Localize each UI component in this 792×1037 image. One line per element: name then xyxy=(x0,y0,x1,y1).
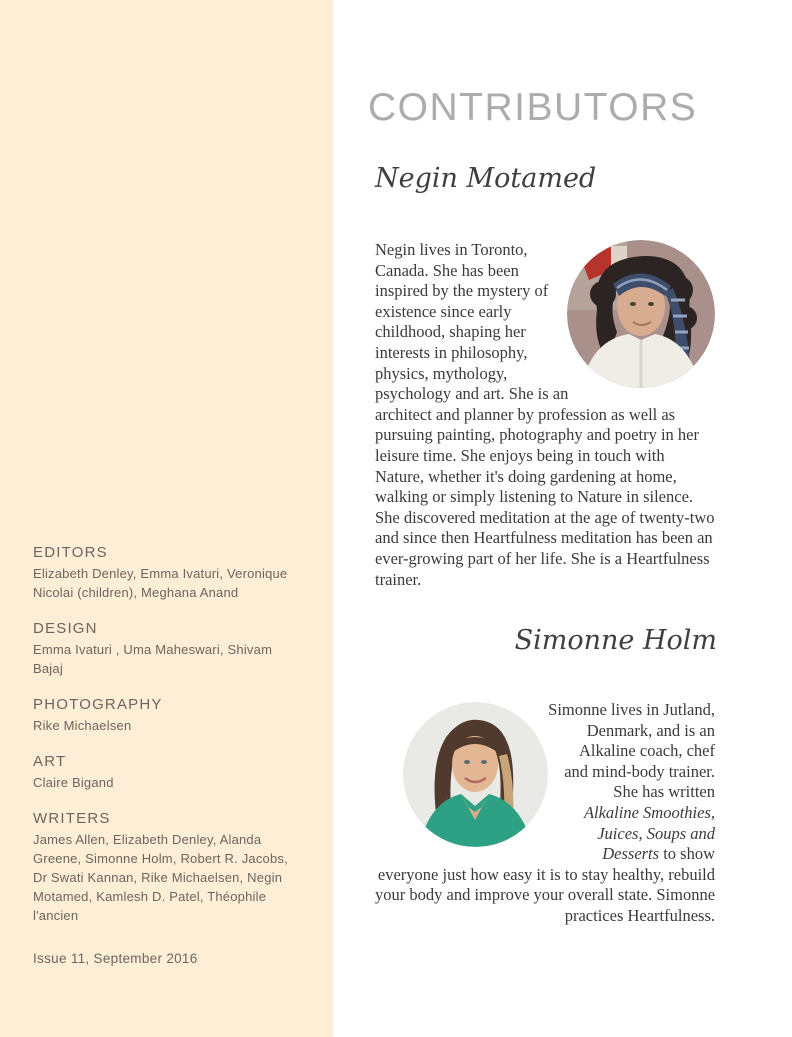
credits-heading-photography: PHOTOGRAPHY xyxy=(33,696,163,713)
credits-section-writers xyxy=(33,810,305,925)
bio-book-title: Alkaline Smoothies, Juices, Soups and Desserts xyxy=(583,802,715,864)
contributors-page xyxy=(368,0,717,1037)
contributor-name-negin: Negin Motamed xyxy=(375,163,597,194)
bio-text-simonne-before: Simonne lives in Jutland, Denmark, and is an Alkaline coach, chef and mind-body trainer. She has written xyxy=(548,700,715,802)
credits-names-writers: James Allen, Elizabeth Denley, Alanda Greene, Simonne Holm, Robert R. Jacobs, Dr Swati Kannan, Rike Michaelsen, Negin Motamed, Kamlesh D. Patel, Théophile l'ancien xyxy=(33,832,288,923)
negin-portrait-photo xyxy=(567,240,715,388)
bio-text-simonne-after: to show everyone just how easy it is to stay healthy, rebuild your body and improve your overall state. Simonne practices Heartfulness. xyxy=(375,844,716,925)
credits-section-art xyxy=(33,753,305,792)
credits-section-editors xyxy=(33,544,305,602)
credits-names-art: Claire Bigand xyxy=(33,775,114,790)
contributor-bio-negin xyxy=(375,240,715,590)
contributor-bio-simonne xyxy=(375,700,715,927)
credits-names-editors: Elizabeth Denley, Emma Ivaturi, Veronique Nicolai (children), Meghana Anand xyxy=(33,566,288,600)
credits-heading-writers: WRITERS xyxy=(33,810,111,827)
credits-names-design: Emma Ivaturi , Uma Maheswari, Shivam Bajaj xyxy=(33,642,273,676)
credits-section-photography xyxy=(33,696,305,735)
credits-heading-editors: EDITORS xyxy=(33,544,108,561)
issue-info: Issue 11, September 2016 xyxy=(33,951,198,966)
credits-names-photography: Rike Michaelsen xyxy=(33,718,132,733)
simonne-portrait-illustration xyxy=(403,702,548,847)
credits-heading-art: ART xyxy=(33,753,67,770)
simonne-portrait-photo xyxy=(403,702,548,847)
credits-sidebar xyxy=(0,0,333,1037)
contributor-name-simonne: Simonne Holm xyxy=(514,625,717,656)
page-title: CONTRIBUTORS xyxy=(368,86,698,129)
bio-text-negin: Negin lives in Toronto, Canada. She has been inspired by the mystery of existence since early childhood, shaping her interests in philosophy, physics, mythology, psychology and art. She is an architect and planner by profession as well as pursuing painting, photography and poetry in her leisure time. She enjoys being in touch with Nature, whether it's doing gardening at home, walking or simply listening to Nature in silence. She discovered meditation at the age of twenty-two and since then Heartfulness meditation has been an ever-growing part of her life. She is a Heartfulness trainer. xyxy=(375,240,715,589)
credits-section-design xyxy=(33,620,305,678)
credits-heading-design: DESIGN xyxy=(33,620,98,637)
negin-portrait-illustration xyxy=(567,240,715,388)
